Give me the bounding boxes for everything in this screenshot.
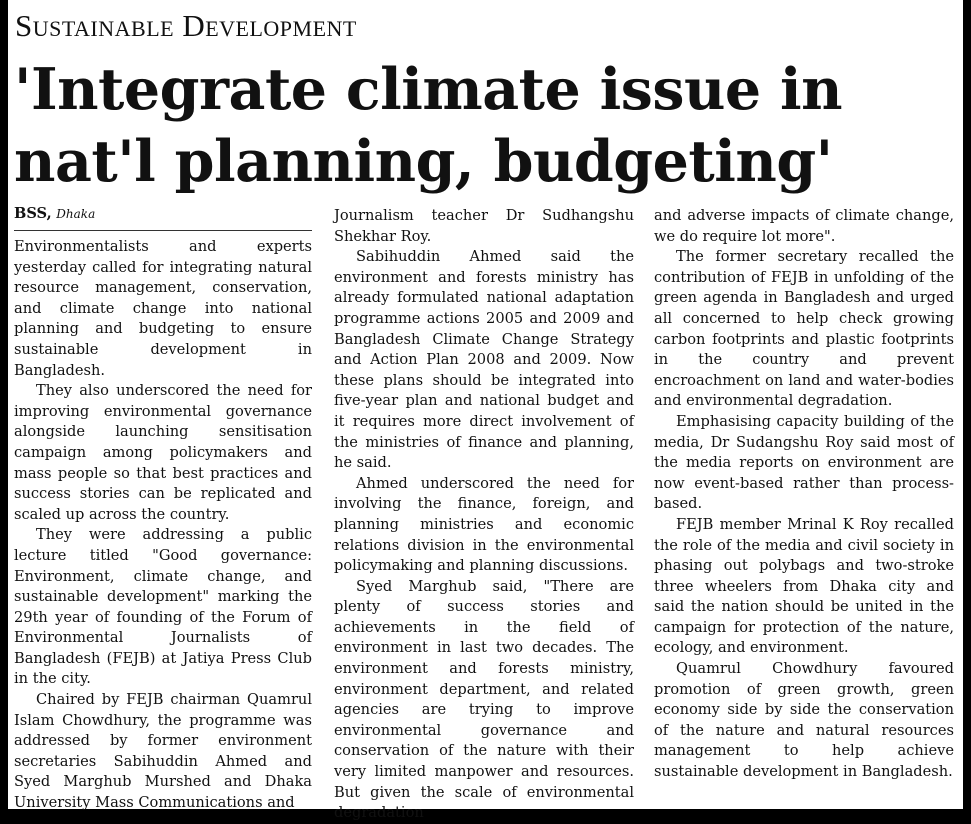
- article-column-3: [654, 206, 954, 783]
- article-column-1: [14, 204, 312, 814]
- headline: 'Integrate climate issue in nat'l planning, budgeting': [14, 56, 843, 195]
- paragraph: Syed Marghub said, "There are plenty of success stories and achievements in the field of environment in last two decades. The environment and forests ministry, environment department, and related agencies are trying to improve environmental governance and conservation of the nature with their very limited manpower and resources. But given the scale of environmental degradation: [334, 577, 634, 822]
- paragraph: Ahmed underscored the need for involving the finance, foreign, and planning ministries and economic relations division in the environmental policymaking and planning discussions.: [334, 474, 634, 575]
- paragraph: They were addressing a public lecture titled "Good governance: Environment, climate change, and sustainable development" marking the 29th year of founding of the Forum of Environmental Journalists of Bangladesh (FEJB) at Jatiya Press Club in the city.: [14, 526, 312, 688]
- paragraph: and adverse impacts of climate change, we do require lot more".: [654, 207, 954, 245]
- paragraph: They also underscored the need for improving environmental governance alongside launching sensitisation campaign among policymakers and mass people so that best practices and success stories can be replicated and scaled up across the country.: [14, 382, 312, 523]
- paragraph: Quamrul Chowdhury favoured promotion of green growth, green economy side by side the conservation of the nature and natural resources management to help achieve sustainable development in Bangladesh.: [654, 660, 954, 781]
- section-label: Sustainable Development: [15, 8, 357, 43]
- paragraph: The former secretary recalled the contribution of FEJB in unfolding of the green agenda in Bangladesh and urged all concerned to help check growing carbon footprints and plastic footprints in the country and prevent encroachment on land and water-bodies and environmental degradation.: [654, 248, 954, 410]
- paragraph: Environmentalists and experts yesterday called for integrating natural resource management, conservation, and climate change into national planning and budgeting to ensure sustainable development in Bangladesh.: [14, 238, 312, 379]
- byline-location: Dhaka: [56, 207, 96, 221]
- byline-agency: BSS,: [14, 205, 52, 222]
- article-column-2: [334, 206, 634, 824]
- news-clipping: [8, 0, 963, 822]
- paragraph: Emphasising capacity building of the media, Dr Sudangshu Roy said most of the media reports on environment are now event-based rather than process-based.: [654, 412, 954, 513]
- paragraph: Sabihuddin Ahmed said the environment and forests ministry has already formulated national adaptation programme actions 2005 and 2009 and Bangladesh Climate Change Strategy and Action Plan 2008 and 2009. Now these plans should be integrated into five-year plan and national budget and it requires more direct involvement of the ministries of finance and planning, he said.: [334, 248, 634, 472]
- paragraph: Chaired by FEJB chairman Quamrul Islam Chowdhury, the programme was addressed by former environment secretaries Sabihuddin Ahmed and Syed Marghub Murshed and Dhaka University Mass Communications and: [14, 691, 312, 812]
- byline: [14, 204, 312, 231]
- paragraph: FEJB member Mrinal K Roy recalled the role of the media and civil society in phasing out polybags and two-stroke three wheelers from Dhaka city and said the nation should be united in the campaign for protection of the nature, ecology, and environment.: [654, 515, 954, 657]
- paragraph: Journalism teacher Dr Sudhangshu Shekhar Roy.: [334, 207, 634, 245]
